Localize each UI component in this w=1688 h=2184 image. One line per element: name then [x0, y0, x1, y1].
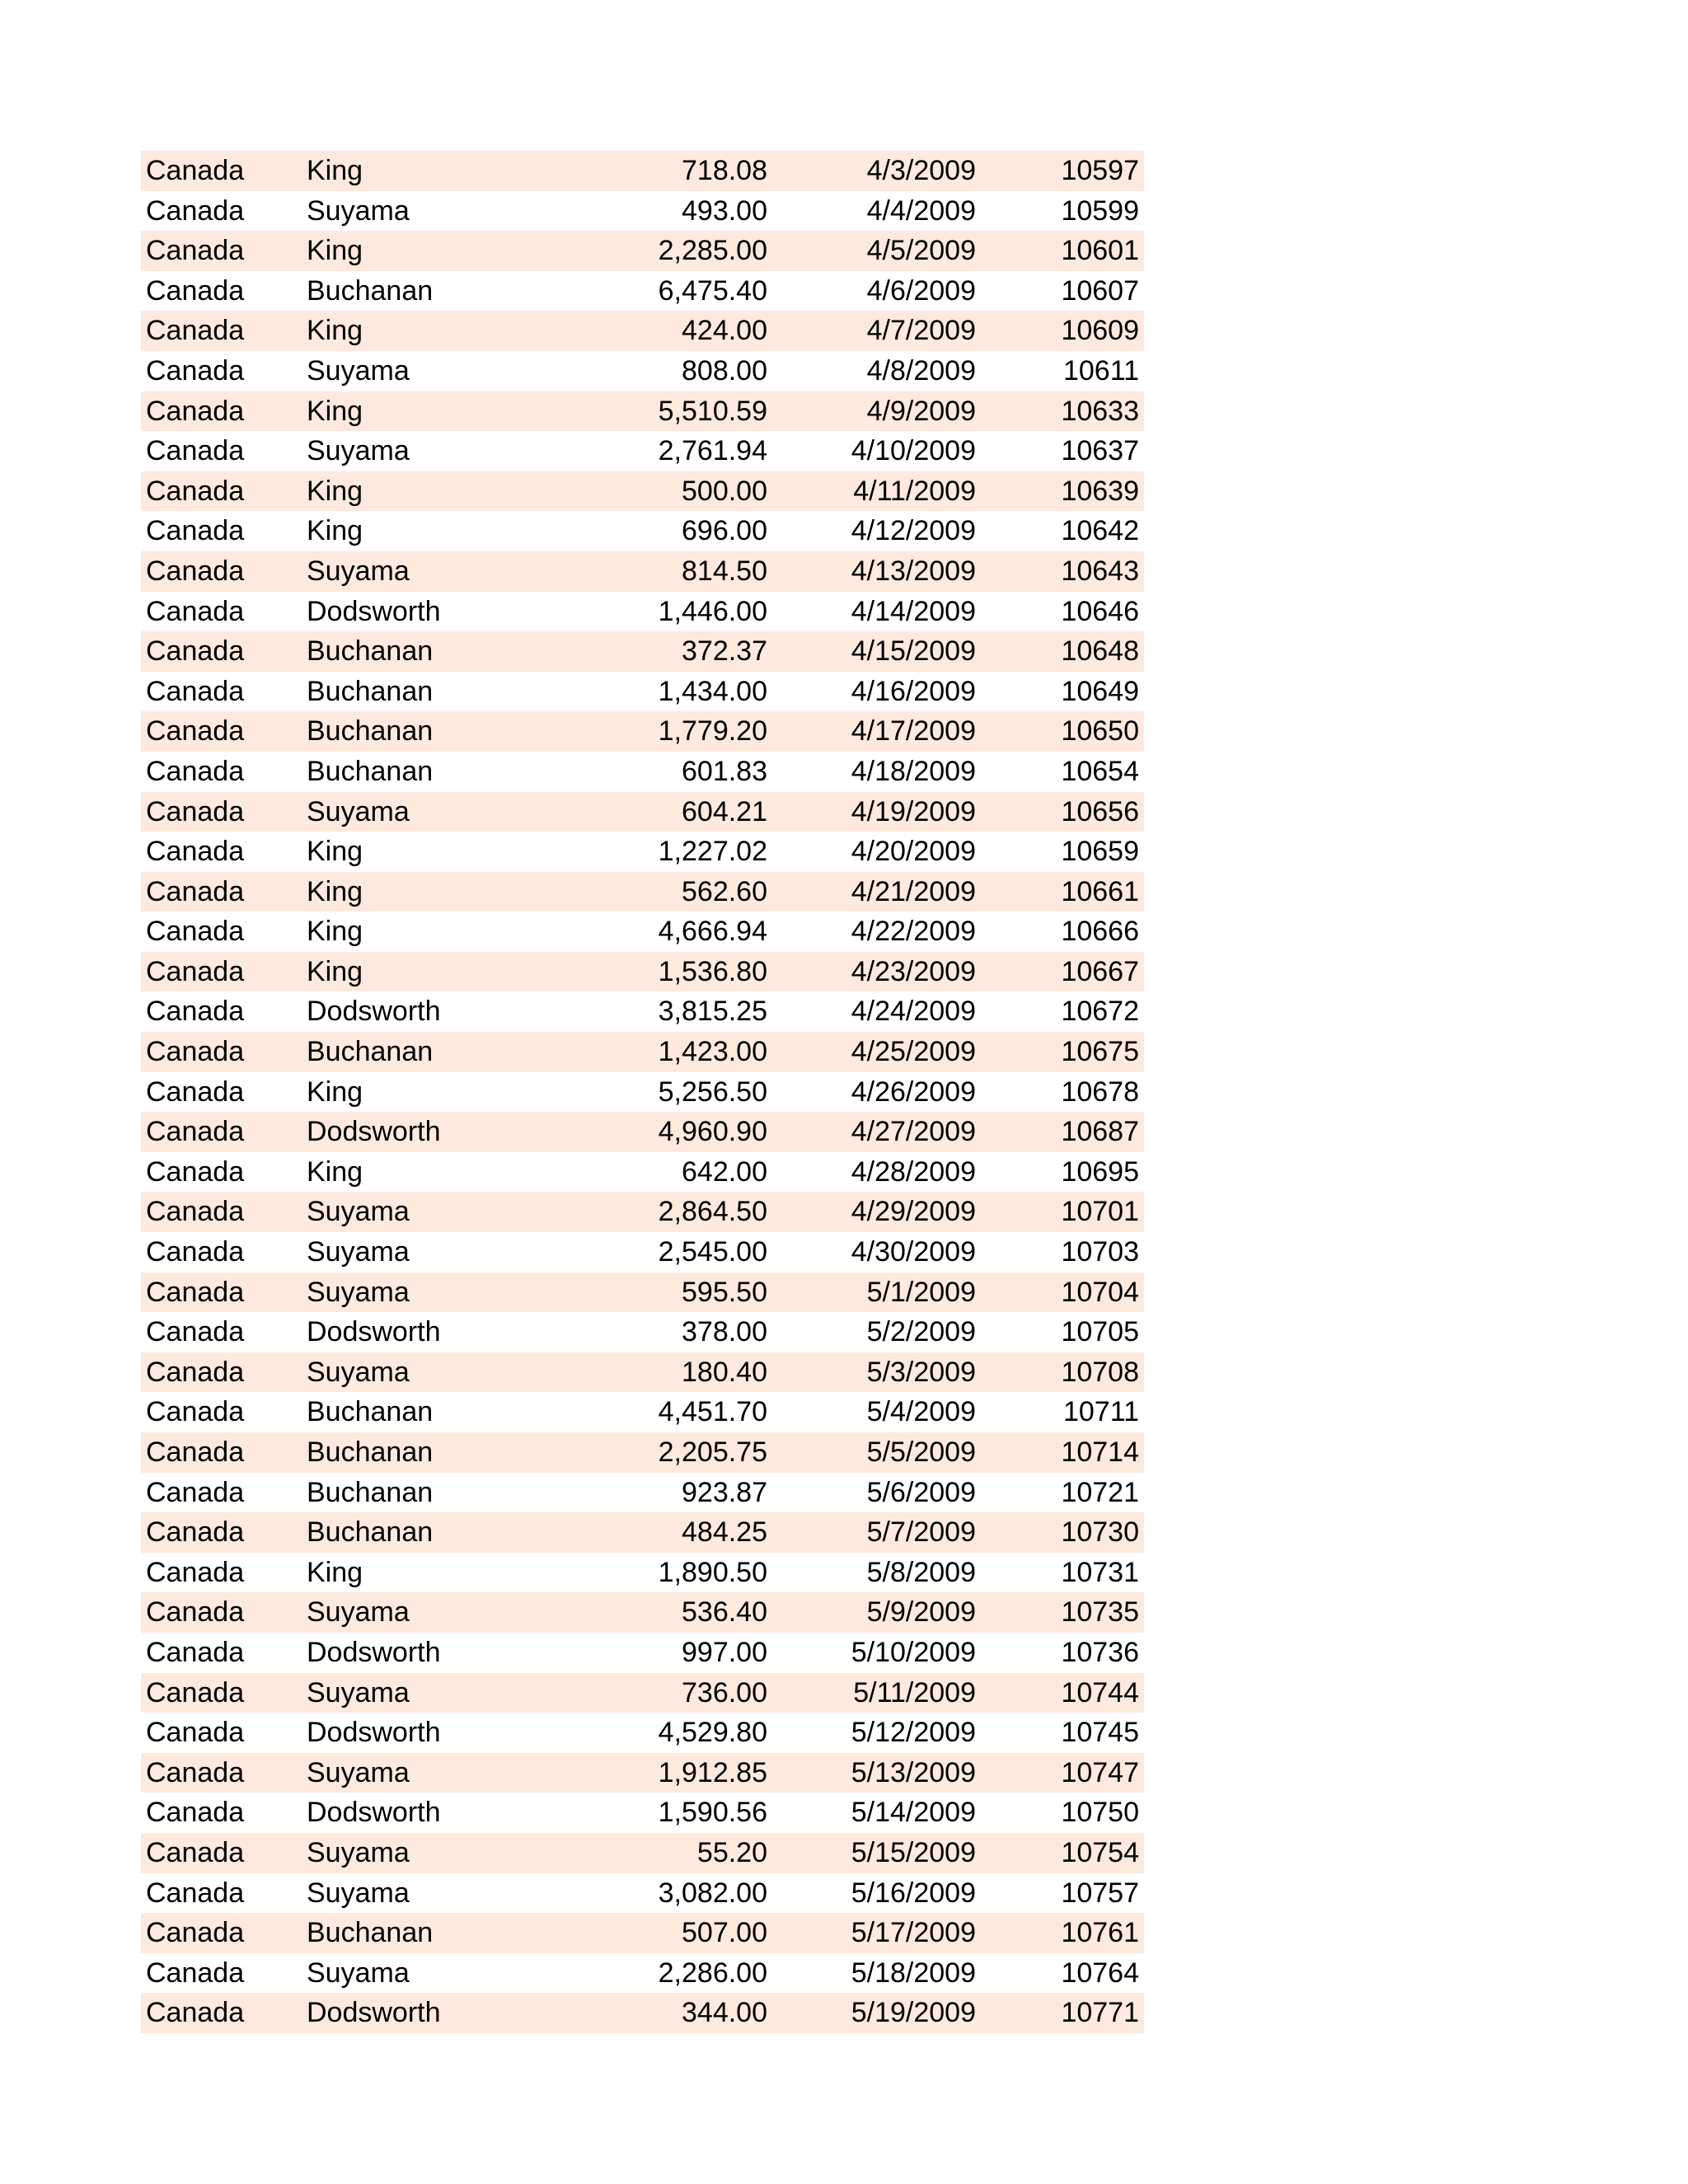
order-id-cell: 10607: [1061, 274, 1139, 307]
country-cell: Canada: [141, 1112, 307, 1152]
table-row: [141, 592, 1144, 632]
country-cell: Canada: [146, 1957, 245, 1989]
salesperson-cell: Buchanan: [307, 1476, 434, 1508]
order-id-cell: 10708: [976, 1352, 1144, 1393]
order-date-cell: 4/6/2009: [866, 274, 976, 307]
country-cell: Canada: [146, 1396, 245, 1428]
order-id-cell: 10633: [976, 391, 1144, 432]
order-date-cell: 5/14/2009: [851, 1797, 976, 1829]
country-cell: Canada: [146, 1797, 245, 1829]
amount-cell: 808.00: [682, 354, 767, 387]
table-row: [141, 711, 1144, 752]
order-id-cell: 10687: [976, 1112, 1144, 1152]
table-row: [141, 191, 1144, 232]
order-date-cell: 5/5/2009: [767, 1432, 976, 1473]
salesperson-cell: Suyama: [307, 354, 410, 387]
salesperson-cell: Dodsworth: [307, 1717, 441, 1749]
country-cell: Canada: [141, 1432, 307, 1473]
salesperson-cell: King: [307, 311, 554, 351]
country-cell: Canada: [146, 996, 245, 1028]
table-row: [141, 1272, 1144, 1313]
salesperson-cell: Buchanan: [307, 1432, 554, 1473]
country-cell: Canada: [141, 231, 307, 271]
amount-cell: 5,256.50: [658, 1076, 767, 1108]
salesperson-cell: Dodsworth: [307, 1797, 441, 1829]
order-id-cell: 10747: [976, 1753, 1144, 1793]
order-date-cell: 5/4/2009: [866, 1396, 976, 1428]
order-id-cell: 10754: [976, 1833, 1144, 1873]
order-id-cell: 10704: [976, 1272, 1144, 1313]
order-id-cell: 10666: [1061, 916, 1139, 948]
amount-cell: 2,864.50: [554, 1192, 767, 1232]
order-id-cell: 10735: [976, 1592, 1144, 1633]
country-cell: Canada: [141, 1512, 307, 1553]
salesperson-cell: King: [307, 231, 554, 271]
order-id-cell: 10695: [1061, 1155, 1139, 1188]
salesperson-cell: Suyama: [307, 1753, 554, 1793]
country-cell: Canada: [146, 1236, 245, 1268]
order-id-cell: 10764: [1061, 1957, 1139, 1989]
salesperson-cell: King: [307, 1155, 363, 1188]
amount-cell: 997.00: [682, 1636, 767, 1668]
country-cell: Canada: [141, 1272, 307, 1313]
table-row: [141, 1152, 1144, 1193]
order-id-cell: 10648: [976, 631, 1144, 672]
salesperson-cell: King: [307, 1076, 363, 1108]
amount-cell: 2,205.75: [554, 1432, 767, 1473]
order-date-cell: 4/15/2009: [767, 631, 976, 672]
salesperson-cell: Buchanan: [307, 1396, 434, 1428]
order-id-cell: 10659: [1061, 836, 1139, 868]
country-cell: Canada: [141, 1753, 307, 1793]
table-row: [141, 311, 1144, 351]
order-date-cell: 4/16/2009: [851, 675, 976, 707]
salesperson-cell: Suyama: [307, 1877, 410, 1909]
salesperson-cell: Suyama: [307, 1833, 554, 1873]
order-id-cell: 10642: [1061, 515, 1139, 547]
amount-cell: 1,434.00: [658, 675, 767, 707]
amount-cell: 4,960.90: [554, 1112, 767, 1152]
order-date-cell: 4/19/2009: [767, 792, 976, 832]
order-date-cell: 4/23/2009: [767, 952, 976, 992]
amount-cell: 1,779.20: [554, 711, 767, 752]
country-cell: Canada: [146, 1076, 245, 1108]
order-date-cell: 4/21/2009: [767, 872, 976, 912]
order-date-cell: 4/26/2009: [851, 1076, 976, 1108]
order-id-cell: 10646: [1061, 595, 1139, 627]
order-id-cell: 10730: [976, 1512, 1144, 1553]
order-date-cell: 4/3/2009: [767, 151, 976, 191]
order-id-cell: 10678: [1061, 1076, 1139, 1108]
country-cell: Canada: [141, 1192, 307, 1232]
salesperson-cell: Buchanan: [307, 1512, 554, 1553]
table-row: [141, 351, 1144, 391]
table-row: [141, 1913, 1144, 1953]
table-row: [141, 872, 1144, 912]
amount-cell: 6,475.40: [658, 274, 767, 307]
order-date-cell: 4/24/2009: [851, 996, 976, 1028]
order-id-cell: 10667: [976, 952, 1144, 992]
table-row: [141, 991, 1144, 1032]
country-cell: Canada: [146, 194, 245, 227]
amount-cell: 4,666.94: [658, 916, 767, 948]
salesperson-cell: Buchanan: [307, 711, 554, 752]
order-id-cell: 10761: [976, 1913, 1144, 1953]
order-date-cell: 5/12/2009: [851, 1717, 976, 1749]
order-date-cell: 4/8/2009: [866, 354, 976, 387]
amount-cell: 2,285.00: [554, 231, 767, 271]
amount-cell: 424.00: [554, 311, 767, 351]
country-cell: Canada: [146, 755, 245, 787]
salesperson-cell: King: [307, 391, 554, 432]
amount-cell: 378.00: [682, 1316, 767, 1348]
table-row: [141, 1833, 1144, 1873]
country-cell: Canada: [141, 792, 307, 832]
salesperson-cell: Suyama: [307, 1192, 554, 1232]
table-row: [141, 391, 1144, 432]
amount-cell: 344.00: [554, 1993, 767, 2033]
amount-cell: 2,286.00: [658, 1957, 767, 1989]
order-id-cell: 10731: [1061, 1556, 1139, 1588]
amount-cell: 814.50: [554, 551, 767, 592]
amount-cell: 1,446.00: [658, 595, 767, 627]
table-row: [141, 1873, 1144, 1914]
order-date-cell: 5/9/2009: [767, 1592, 976, 1633]
order-id-cell: 10609: [976, 311, 1144, 351]
table-row: [141, 471, 1144, 512]
order-date-cell: 5/13/2009: [767, 1753, 976, 1793]
table-row: [141, 431, 1144, 471]
salesperson-cell: Buchanan: [307, 755, 434, 787]
table-row: [141, 1232, 1144, 1272]
amount-cell: 923.87: [682, 1476, 767, 1508]
table-row: [141, 1993, 1144, 2033]
amount-cell: 3,082.00: [658, 1877, 767, 1909]
order-id-cell: 10654: [1061, 755, 1139, 787]
order-id-cell: 10750: [1061, 1797, 1139, 1829]
order-id-cell: 10757: [1061, 1877, 1139, 1909]
country-cell: Canada: [141, 872, 307, 912]
table-row: [141, 1633, 1144, 1673]
salesperson-cell: Suyama: [307, 435, 410, 467]
salesperson-cell: Dodsworth: [307, 1112, 554, 1152]
amount-cell: 3,815.25: [658, 996, 767, 1028]
amount-cell: 1,423.00: [554, 1032, 767, 1072]
order-id-cell: 10714: [976, 1432, 1144, 1473]
amount-cell: 1,890.50: [658, 1556, 767, 1588]
order-date-cell: 5/7/2009: [767, 1512, 976, 1553]
table-row: [141, 1592, 1144, 1633]
salesperson-cell: Suyama: [307, 1673, 554, 1713]
order-date-cell: 5/16/2009: [851, 1877, 976, 1909]
country-cell: Canada: [141, 471, 307, 512]
country-cell: Canada: [146, 1476, 245, 1508]
amount-cell: 500.00: [554, 471, 767, 512]
country-cell: Canada: [146, 1155, 245, 1188]
order-id-cell: 10736: [1061, 1636, 1139, 1668]
order-date-cell: 5/6/2009: [866, 1476, 976, 1508]
country-cell: Canada: [141, 1993, 307, 2033]
order-date-cell: 5/19/2009: [767, 1993, 976, 2033]
amount-cell: 484.25: [554, 1512, 767, 1553]
salesperson-cell: King: [307, 916, 363, 948]
table-row: [141, 1473, 1144, 1513]
country-cell: Canada: [141, 1673, 307, 1713]
order-date-cell: 4/22/2009: [851, 916, 976, 948]
salesperson-cell: King: [307, 1556, 363, 1588]
country-cell: Canada: [146, 1717, 245, 1749]
amount-cell: 604.21: [554, 792, 767, 832]
salesperson-cell: Dodsworth: [307, 1316, 441, 1348]
table-row: [141, 271, 1144, 312]
table-row: [141, 151, 1144, 191]
order-id-cell: 10744: [976, 1673, 1144, 1713]
amount-cell: 55.20: [554, 1833, 767, 1873]
order-date-cell: 4/4/2009: [866, 194, 976, 227]
order-date-cell: 4/5/2009: [767, 231, 976, 271]
order-date-cell: 5/15/2009: [767, 1833, 976, 1873]
salesperson-cell: Buchanan: [307, 675, 434, 707]
salesperson-cell: King: [307, 872, 554, 912]
amount-cell: 595.50: [554, 1272, 767, 1313]
orders-table: [141, 151, 1144, 2033]
country-cell: Canada: [146, 1877, 245, 1909]
table-row: [141, 752, 1144, 792]
salesperson-cell: Suyama: [307, 1957, 410, 1989]
order-date-cell: 4/9/2009: [767, 391, 976, 432]
country-cell: Canada: [146, 435, 245, 467]
order-id-cell: 10701: [976, 1192, 1144, 1232]
salesperson-cell: Suyama: [307, 1592, 554, 1633]
country-cell: Canada: [141, 711, 307, 752]
salesperson-cell: Dodsworth: [307, 1993, 554, 2033]
order-id-cell: 10601: [976, 231, 1144, 271]
order-date-cell: 4/12/2009: [851, 515, 976, 547]
table-row: [141, 1793, 1144, 1833]
table-row: [141, 672, 1144, 712]
table-row: [141, 511, 1144, 551]
amount-cell: 5,510.59: [554, 391, 767, 432]
order-id-cell: 10672: [1061, 996, 1139, 1028]
amount-cell: 1,590.56: [658, 1797, 767, 1829]
country-cell: Canada: [141, 391, 307, 432]
amount-cell: 4,529.80: [658, 1717, 767, 1749]
table-row: [141, 1953, 1144, 1994]
salesperson-cell: Dodsworth: [307, 1636, 441, 1668]
orders-table-body: [141, 151, 1144, 2033]
country-cell: Canada: [146, 1316, 245, 1348]
table-row: [141, 1352, 1144, 1393]
country-cell: Canada: [146, 274, 245, 307]
order-date-cell: 4/20/2009: [851, 836, 976, 868]
order-date-cell: 4/11/2009: [767, 471, 976, 512]
table-row: [141, 1753, 1144, 1793]
order-date-cell: 4/13/2009: [767, 551, 976, 592]
country-cell: Canada: [141, 311, 307, 351]
order-date-cell: 4/30/2009: [851, 1236, 976, 1268]
salesperson-cell: Suyama: [307, 194, 410, 227]
table-row: [141, 1553, 1144, 1593]
order-id-cell: 10711: [1062, 1396, 1139, 1428]
salesperson-cell: Suyama: [307, 551, 554, 592]
amount-cell: 696.00: [682, 515, 767, 547]
table-row: [141, 792, 1144, 832]
order-id-cell: 10611: [1062, 354, 1139, 387]
salesperson-cell: King: [307, 515, 363, 547]
order-id-cell: 10649: [1061, 675, 1139, 707]
order-date-cell: 4/10/2009: [851, 435, 976, 467]
amount-cell: 642.00: [682, 1155, 767, 1188]
table-row: [141, 912, 1144, 952]
order-id-cell: 10650: [976, 711, 1144, 752]
order-id-cell: 10721: [1061, 1476, 1139, 1508]
amount-cell: 2,761.94: [658, 435, 767, 467]
table-row: [141, 1392, 1144, 1432]
order-id-cell: 10771: [976, 1993, 1144, 2033]
salesperson-cell: Buchanan: [307, 631, 554, 672]
country-cell: Canada: [146, 354, 245, 387]
salesperson-cell: Buchanan: [307, 1032, 554, 1072]
country-cell: Canada: [141, 1913, 307, 1953]
amount-cell: 2,545.00: [658, 1236, 767, 1268]
table-row: [141, 1673, 1144, 1713]
country-cell: Canada: [146, 515, 245, 547]
order-date-cell: 5/3/2009: [767, 1352, 976, 1393]
salesperson-cell: Suyama: [307, 1352, 554, 1393]
salesperson-cell: King: [307, 471, 554, 512]
table-row: [141, 1432, 1144, 1473]
order-id-cell: 10599: [1061, 194, 1139, 227]
amount-cell: 4,451.70: [658, 1396, 767, 1428]
order-date-cell: 4/25/2009: [767, 1032, 976, 1072]
salesperson-cell: Dodsworth: [307, 996, 441, 1028]
country-cell: Canada: [141, 631, 307, 672]
country-cell: Canada: [141, 1352, 307, 1393]
order-date-cell: 4/7/2009: [767, 311, 976, 351]
table-row: [141, 1112, 1144, 1152]
table-row: [141, 231, 1144, 271]
table-row: [141, 1713, 1144, 1753]
order-id-cell: 10703: [1061, 1236, 1139, 1268]
order-id-cell: 10639: [976, 471, 1144, 512]
amount-cell: 1,912.85: [554, 1753, 767, 1793]
table-row: [141, 631, 1144, 672]
order-date-cell: 4/27/2009: [767, 1112, 976, 1152]
country-cell: Canada: [146, 675, 245, 707]
order-date-cell: 5/10/2009: [851, 1636, 976, 1668]
table-row: [141, 952, 1144, 992]
country-cell: Canada: [146, 916, 245, 948]
order-id-cell: 10745: [1061, 1717, 1139, 1749]
country-cell: Canada: [146, 1556, 245, 1588]
country-cell: Canada: [141, 952, 307, 992]
country-cell: Canada: [141, 151, 307, 191]
amount-cell: 536.40: [554, 1592, 767, 1633]
amount-cell: 507.00: [554, 1913, 767, 1953]
country-cell: Canada: [141, 551, 307, 592]
salesperson-cell: Suyama: [307, 792, 554, 832]
amount-cell: 493.00: [682, 194, 767, 227]
table-row: [141, 1072, 1144, 1113]
country-cell: Canada: [141, 1833, 307, 1873]
amount-cell: 1,227.02: [658, 836, 767, 868]
order-date-cell: 4/14/2009: [851, 595, 976, 627]
order-id-cell: 10656: [976, 792, 1144, 832]
salesperson-cell: Buchanan: [307, 274, 434, 307]
amount-cell: 180.40: [554, 1352, 767, 1393]
table-row: [141, 832, 1144, 872]
table-row: [141, 1312, 1144, 1352]
salesperson-cell: King: [307, 151, 554, 191]
amount-cell: 372.37: [554, 631, 767, 672]
amount-cell: 1,536.80: [554, 952, 767, 992]
order-date-cell: 4/29/2009: [767, 1192, 976, 1232]
country-cell: Canada: [141, 1592, 307, 1633]
table-row: [141, 1192, 1144, 1232]
salesperson-cell: King: [307, 836, 363, 868]
country-cell: Canada: [146, 595, 245, 627]
order-id-cell: 10675: [976, 1032, 1144, 1072]
salesperson-cell: Suyama: [307, 1236, 410, 1268]
order-id-cell: 10597: [976, 151, 1144, 191]
table-row: [141, 1032, 1144, 1072]
table-row: [141, 1512, 1144, 1553]
table-row: [141, 551, 1144, 592]
order-date-cell: 4/18/2009: [851, 755, 976, 787]
order-id-cell: 10643: [976, 551, 1144, 592]
order-id-cell: 10637: [1061, 435, 1139, 467]
country-cell: Canada: [141, 1032, 307, 1072]
country-cell: Canada: [146, 836, 245, 868]
salesperson-cell: Dodsworth: [307, 595, 441, 627]
order-id-cell: 10661: [976, 872, 1144, 912]
order-date-cell: 5/1/2009: [767, 1272, 976, 1313]
amount-cell: 718.08: [554, 151, 767, 191]
order-date-cell: 4/28/2009: [851, 1155, 976, 1188]
order-date-cell: 5/18/2009: [851, 1957, 976, 1989]
amount-cell: 562.60: [554, 872, 767, 912]
order-date-cell: 5/11/2009: [767, 1673, 976, 1713]
order-date-cell: 5/8/2009: [866, 1556, 976, 1588]
amount-cell: 736.00: [554, 1673, 767, 1713]
order-date-cell: 5/2/2009: [866, 1316, 976, 1348]
salesperson-cell: Suyama: [307, 1272, 554, 1313]
amount-cell: 601.83: [682, 755, 767, 787]
salesperson-cell: Buchanan: [307, 1913, 554, 1953]
order-id-cell: 10705: [1061, 1316, 1139, 1348]
order-date-cell: 4/17/2009: [767, 711, 976, 752]
order-date-cell: 5/17/2009: [767, 1913, 976, 1953]
country-cell: Canada: [146, 1636, 245, 1668]
salesperson-cell: King: [307, 952, 554, 992]
